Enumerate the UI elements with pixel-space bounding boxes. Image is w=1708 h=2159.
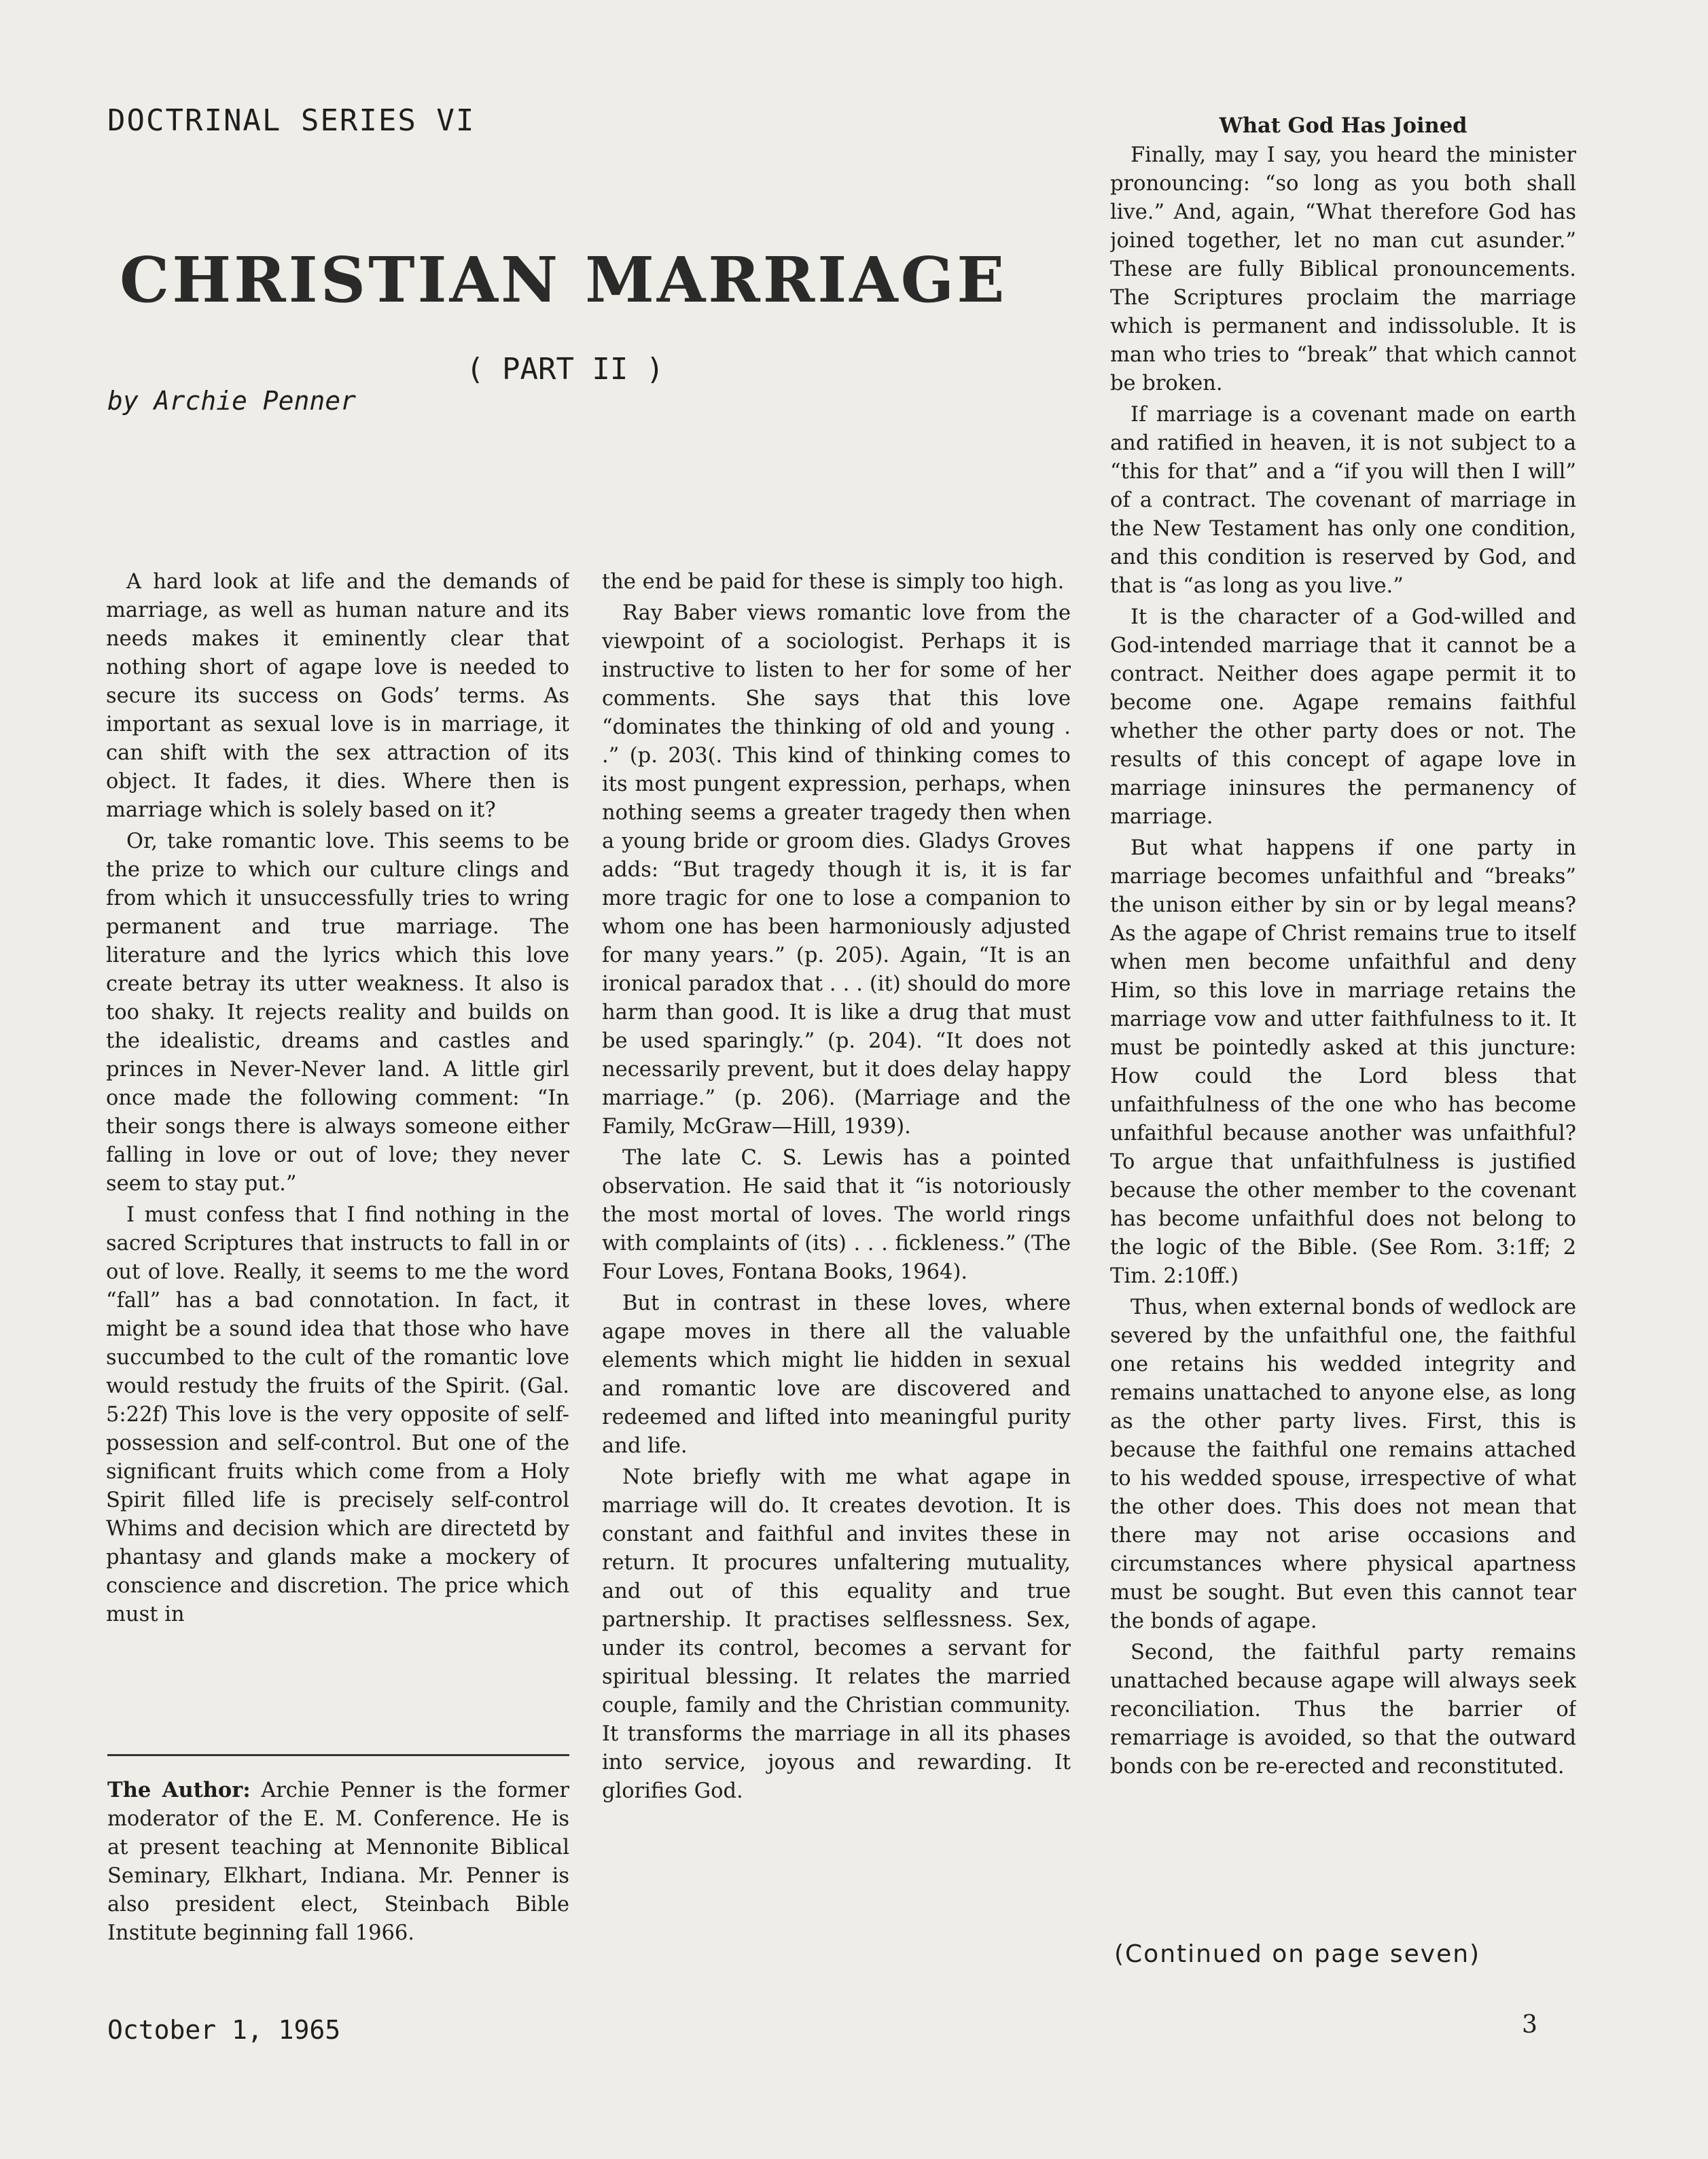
paragraph: It is the character of a God-willed and God-intended marriage that it cannot be a contract. Neither does agape permit it to become one. Agape remains faithful whether the other party does or not. The results of this concept of agape love in marriage ininsures the permanency of marriage. [1110,605,1576,829]
paragraph: But in contrast in these loves, where agape moves in there all the valuable elements which might lie hidden in sexual and romantic love are discovered and redeemed and lifted into meaningful purity and life. [602,1291,1071,1458]
author-note [107,1776,569,1948]
paragraph: The late C. S. Lewis has a pointed observation. He said that it “is notoriously the most mortal of loves. The world rings with complaints of (its) . . . fickleness.” (The Four Loves, Fontana Books, 1964). [602,1146,1071,1284]
paragraph: Second, the faithful party remains unattached because agape will always seek reconciliation. Thus the barrier of remarriage is avoided, so that the outward bonds con be re-erected and reconstituted. [1110,1641,1576,1779]
paragraph: I must confess that I find nothing in the sacred Scriptures that instructs to fall in or out of love. Really, it seems to me the word “fall” has a bad connotation. In fact, it might be a sound idea that those who have succumbed to the cult of the romantic love would restudy the fruits of the Spirit. (Gal. 5:22f) This love is the very opposite of self-possession and self-control. But one of the significant fruits which come from a Holy Spirit filled life is precisely self-control Whims and decision which are directetd by phantasy and glands make a mockery of conscience and discretion. The price which must in [106,1203,569,1626]
section-heading: What God Has Joined [1219,113,1467,138]
column-2 [602,568,1071,1981]
issue-date: October 1, 1965 [107,2015,341,2045]
byline: by Archie Penner [107,386,357,416]
column-1 [106,568,569,1750]
author-note-text: Archie Penner is the former moderator of the E. M. Conference. He is at present teaching at Mennonite Biblical Seminary, Elkhart, Indiana. Mr. Penner is also president elect, Steinbach Bible Institute beginning fall 1966. [107,1779,569,1945]
paragraph: A hard look at life and the demands of marriage, as well as human nature and its needs makes it eminently clear that nothing short of agape love is needed to secure its success on Gods’ terms. As important as sexual love is in marriage, it can shift with the sex attraction of its object. It fades, it dies. Where then is marriage which is solely based on it? [106,570,569,822]
article-title: CHRISTIAN MARRIAGE [120,243,1008,317]
series-label: DOCTRINAL SERIES VI [107,103,476,138]
column-3 [1110,111,1576,1981]
paragraph: the end be paid for these is simply too high. [602,570,1065,594]
paragraph: Ray Baber views romantic love from the viewpoint of a sociologist. Perhaps it is instructive to listen to her for some of her comments. She says that this love “dominates the thinking of old and young . .” (p. 203(. This kind of thinking comes to its most pungent expression, perhaps, when nothing seems a greater tragedy then when a young bride or groom dies. Gladys Groves adds: “But tragedy though it is, it is far more tragic for one to lose a companion to whom one has been harmoniously adjusted for many years.” (p. 205). Again, “It is an ironical paradox that . . . (it) should do more harm than good. It is like a drug that must be used sparingly.” (p. 204). “It does not necessarily prevent, but it does delay happy marriage.” (p. 206). (Marriage and the Family, McGraw—Hill, 1939). [602,601,1071,1139]
part-label: ( PART II ) [466,352,664,387]
paragraph: If marriage is a covenant made on earth and ratified in heaven, it is not subject to a “this for that” and a “if you will then I will” of a contract. The covenant of marriage in the New Testament has only one condition, and this condition is reserved by God, and that is “as long as you live.” [1110,403,1576,598]
paragraph: But what happens if one party in marriage becomes unfaithful and “breaks” the unison either by sin or by legal means? As the agape of Christ remains true to itself when men become unfaithful and deny Him, so this love in marriage retains the marriage vow and utter faithfulness to it. It must be pointedly asked at this juncture: How could the Lord bless that unfaithfulness of the one who has become unfaithful because another was unfaithful? To argue that unfaithfulness is justified because the other member to the covenant has become unfaithful does not belong to the logic of the Bible. (See Rom. 3:1ff; 2 Tim. 2:10ff.) [1110,836,1576,1288]
author-note-label: The Author: [107,1778,251,1802]
paragraph: Finally, may I say, you heard the minister pronouncing: “so long as you both shall live.” And, again, “What therefore God has joined together, let no man cut asunder.” These are fully Biblical pronouncements. The Scriptures proclaim the marriage which is permanent and indissoluble. It is man who tries to “break” that which cannot be broken. [1110,143,1576,395]
paragraph: Or, take romantic love. This seems to be the prize to which our culture clings and from which it unsuccessfully tries to wring permanent and true marriage. The literature and the lyrics which this love create betray its utter weakness. It also is too shaky. It rejects reality and builds on the idealistic, dreams and castles and princes in Never-Never land. A little girl once made the following comment: “In their songs there is always someone either falling in love or out of love; they never seem to stay put.” [106,829,569,1196]
paragraph: Note briefly with me what agape in marriage will do. It creates devotion. It is constant and faithful and invites these in return. It procures unfaltering mutuality, and out of this equality and true partnership. It practises selflessness. Sex, under its control, becomes a servant for spiritual blessing. It relates the married couple, family and the Christian community. It transforms the marriage in all its phases into service, joyous and rewarding. It glorifies God. [602,1465,1071,1803]
paragraph: Thus, when external bonds of wedlock are severed by the unfaithful one, the faithful one retains his wedded integrity and remains unattached to anyone else, as long as the other party lives. First, this is because the faithful one remains attached to his wedded spouse, irrespective of what the other does. This does not mean that there may not arise occasions and circumstances where physical apartness must be sought. But even this cannot tear the bonds of agape. [1110,1296,1576,1633]
page-number: 3 [1522,2011,1537,2039]
continued-note: (Continued on page seven) [1114,1940,1481,1968]
divider [107,1754,569,1756]
